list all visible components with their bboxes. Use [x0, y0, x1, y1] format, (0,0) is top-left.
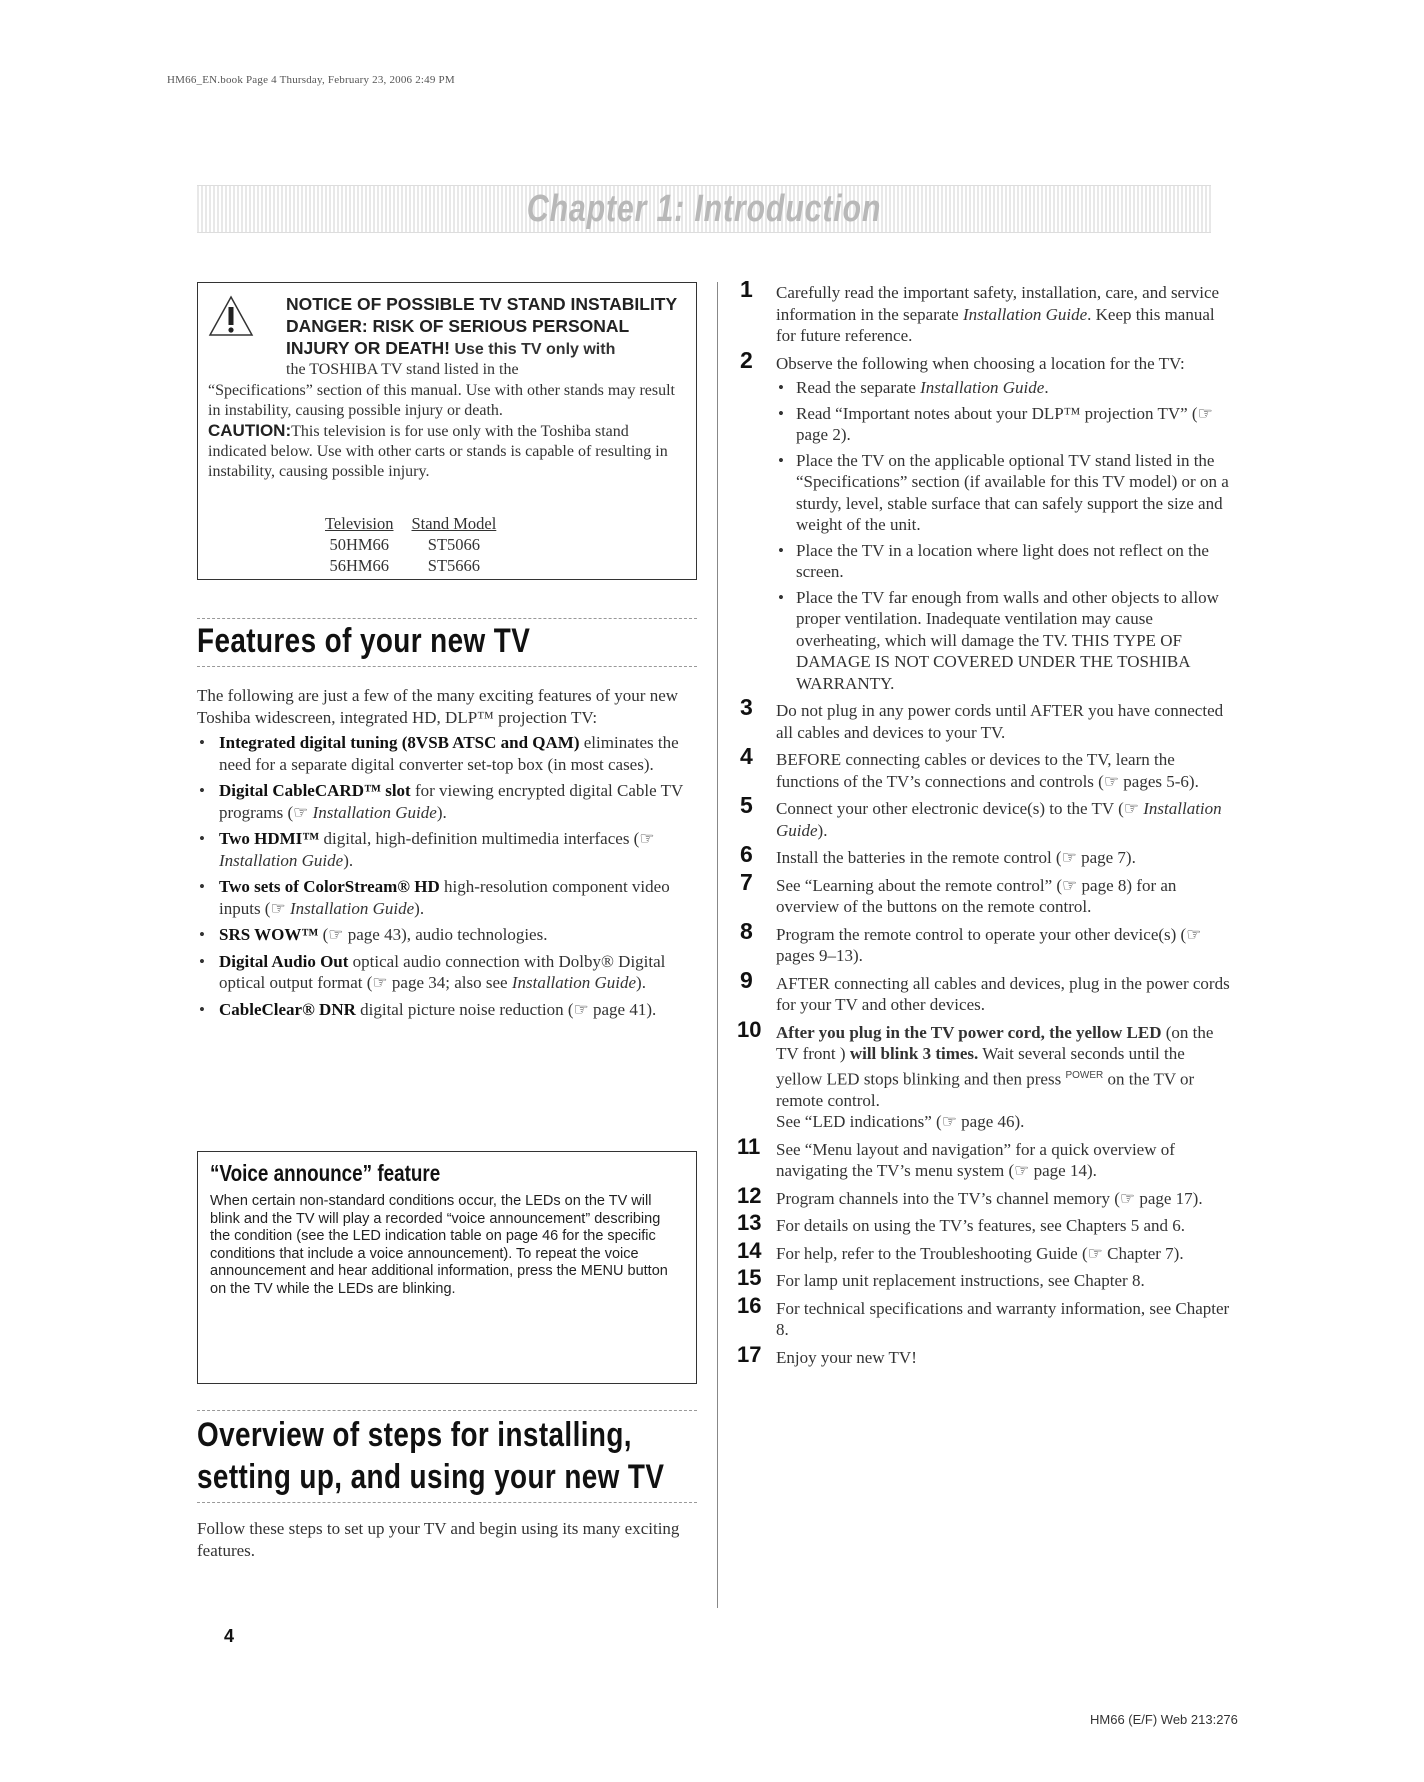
- overview-intro: Follow these steps to set up your TV and begin using its many exciting features.: [197, 1519, 680, 1560]
- notice-text: [208, 381, 686, 482]
- step-10: 10 After you plug in the TV power cord, the yellow LED (on the TV front ) will blink 3 times. Wait several seconds until the yellow LED stops blinking and then press $^{POWER}$ on the TV or remote control. See “LED indications” (☞ page 46).: [737, 1016, 1214, 1132]
- notice-line4: the TOSHIBA TV stand listed in the: [286, 361, 519, 378]
- list-item: • Place the TV in a location where light does not reflect on the screen.: [776, 540, 1232, 583]
- notice-heading: [286, 293, 691, 380]
- page-number: 4: [224, 1626, 235, 1646]
- list-item: • SRS WOW™ (☞ page 43), audio technologies.: [197, 924, 697, 946]
- notice-line3-bold: INJURY OR DEATH!: [286, 338, 450, 358]
- voice-announce-title: “Voice announce” feature: [210, 1160, 441, 1186]
- step-11: 11 See “Menu layout and navigation” for a quick overview of navigating the TV’s menu system (☞ page 14).: [737, 1133, 1175, 1181]
- step-13: 13 For details on using the TV’s features, see Chapters 5 and 6.: [737, 1210, 1186, 1236]
- step-5: 5 Connect your other electronic device(s) to the TV (☞ Installation Guide).: [740, 792, 1222, 840]
- list-item: • Digital CableCARD™ slot for viewing encrypted digital Cable TV programs (☞ Installation Guide).: [197, 780, 697, 823]
- divider: [197, 1502, 697, 1503]
- overview-heading: [197, 1414, 664, 1498]
- divider: [197, 666, 697, 667]
- stand-instability-notice: [197, 282, 697, 580]
- step-7: 7 See “Learning about the remote control” (☞ page 8) for an overview of the buttons on the remote control.: [740, 868, 1177, 916]
- list-item: • Two HDMI™ digital, high-definition multimedia interfaces (☞ Installation Guide).: [197, 828, 697, 871]
- tv-model: 50HM66: [329, 535, 390, 554]
- caution-text: This television is for use only with the Toshiba stand indicated below. Use with other carts or stands is capable of resulting in instability, causing possible injury.: [208, 423, 668, 480]
- notice-line3-rest: Use this TV only with: [450, 341, 616, 358]
- stand-model: ST5666: [427, 556, 481, 575]
- location-tips: [776, 377, 1232, 694]
- features-list: [197, 732, 697, 1020]
- step-3: 3 Do not plug in any power cords until AFTER you have connected all cables and devices to your TV.: [740, 694, 1224, 742]
- step-4: 4 BEFORE connecting cables or devices to the TV, learn the functions of the TV’s connections and controls (☞ pages 5-6).: [740, 743, 1199, 791]
- list-item: • Two sets of ColorStream® HD high-resolution component video inputs (☞ Installation Guide).: [197, 876, 697, 919]
- step-2: 2 Observe the following when choosing a location for the TV: • Read the separate Installation Guide. • Read “Important notes about your DLP™ projection TV” (☞ page 2). • Place the TV on the applicable optional TV stand listed in the “Specifications” section (if available for this TV model) or on a sturdy, level, stable surface that can safely support the size and weight of the unit. • Place the TV in a location where light does not reflect on the screen. • Place the TV far enough from walls and other objects to allow proper ventilation. Inadequate ventilation may cause overheating, which will damage the TV. THIS TYPE OF DAMAGE IS NOT COVERED UNDER THE TOSHIBA WARRANTY.: [740, 353, 1232, 695]
- step-16: 16 For technical specifications and warranty information, see Chapter 8.: [737, 1292, 1230, 1340]
- features-intro: The following are just a few of the many exciting features of your new Toshiba widescreen, integrated HD, DLP™ projection TV:: [197, 686, 679, 727]
- step-8: 8 Program the remote control to operate your other device(s) (☞ pages 9–13).: [740, 917, 1202, 965]
- features-section: [197, 685, 697, 1025]
- table-row: [325, 555, 514, 576]
- step-14: 14 For help, refer to the Troubleshooting Guide (☞ Chapter 7).: [737, 1237, 1184, 1263]
- list-item: • Read “Important notes about your DLP™ projection TV” (☞ page 2).: [776, 403, 1232, 446]
- overview-heading-line1: Overview of steps for installing,: [197, 1416, 632, 1454]
- stand-table-header: [325, 513, 514, 534]
- list-item: • Place the TV far enough from walls and other objects to allow proper ventilation. Inadequate ventilation may cause overheating, which will damage the TV. THIS TYPE OF DAMAGE IS NOT COVERED UNDER THE TOSHIBA WARRANTY.: [776, 587, 1232, 695]
- column-divider: [717, 282, 718, 1608]
- step-12: 12 Program channels into the TV’s channel memory (☞ page 17).: [737, 1182, 1203, 1208]
- features-heading: Features of your new TV: [197, 622, 531, 660]
- notice-line3: [286, 337, 691, 360]
- chapter-title: Chapter 1: Introduction: [526, 188, 882, 230]
- chapter-banner: [197, 185, 1211, 233]
- list-item: • Integrated digital tuning (8VSB ATSC and QAM) eliminates the need for a separate digital converter set-top box (in most cases).: [197, 732, 697, 775]
- setup-steps: [737, 276, 1232, 1374]
- step-15: 15 For lamp unit replacement instructions, see Chapter 8.: [737, 1265, 1145, 1291]
- step-17: 17 Enjoy your new TV!: [737, 1341, 917, 1367]
- caution-label: CAUTION:: [208, 421, 292, 440]
- stand-model: ST5066: [427, 535, 481, 554]
- divider: [197, 618, 697, 619]
- stand-model-table: [325, 513, 514, 576]
- footer-code: HM66 (E/F) Web 213:276: [1090, 1712, 1238, 1727]
- voice-announce-body: When certain non-standard conditions occur, the LEDs on the TV will blink and the TV will play a recorded “voice announcement” describing the condition (see the LED indication table on page 46 for the specific conditions that include a voice announcement). To repeat the voice announcement and hear additional information, press the MENU button on the TV while the LEDs are blinking.: [210, 1193, 668, 1297]
- notice-line2: DANGER: RISK OF SERIOUS PERSONAL: [286, 316, 630, 336]
- step-6: 6 Install the batteries in the remote control (☞ page 7).: [740, 841, 1136, 867]
- voice-announce-box: [197, 1151, 697, 1384]
- warning-triangle-icon: [208, 295, 254, 337]
- col-television: Television: [325, 514, 394, 533]
- notice-line1: NOTICE OF POSSIBLE TV STAND INSTABILITY: [286, 294, 678, 314]
- step-9: 9 AFTER connecting all cables and devices, plug in the power cords for your TV and other devices.: [740, 966, 1230, 1014]
- book-meta-line: HM66_EN.book Page 4 Thursday, February 23, 2006 2:49 PM: [167, 74, 455, 86]
- power-button-icon: POWER: [1065, 1069, 1104, 1081]
- list-item: • CableClear® DNR digital picture noise reduction (☞ page 41).: [197, 999, 697, 1021]
- tv-model: 56HM66: [329, 556, 390, 575]
- notice-body: “Specifications” section of this manual. Use with other stands may result in instability, causing possible injury or death.: [208, 382, 675, 419]
- overview-heading-line2: setting up, and using your new TV: [197, 1458, 665, 1496]
- list-item: • Place the TV on the applicable optional TV stand listed in the “Specifications” section (if available for this TV model) or on a sturdy, level, stable surface that can safely support the size and weight of the unit.: [776, 450, 1232, 536]
- table-row: [325, 534, 514, 555]
- divider: [197, 1410, 697, 1411]
- col-stand-model: Stand Model: [411, 514, 497, 533]
- step-1: 1 Carefully read the important safety, installation, care, and service information in the separate Installation Guide. Keep this manual for future reference.: [740, 276, 1220, 345]
- list-item: • Read the separate Installation Guide.: [776, 377, 1232, 399]
- list-item: • Digital Audio Out optical audio connection with Dolby® Digital optical output format (☞ page 34; also see Installation Guide).: [197, 951, 697, 994]
